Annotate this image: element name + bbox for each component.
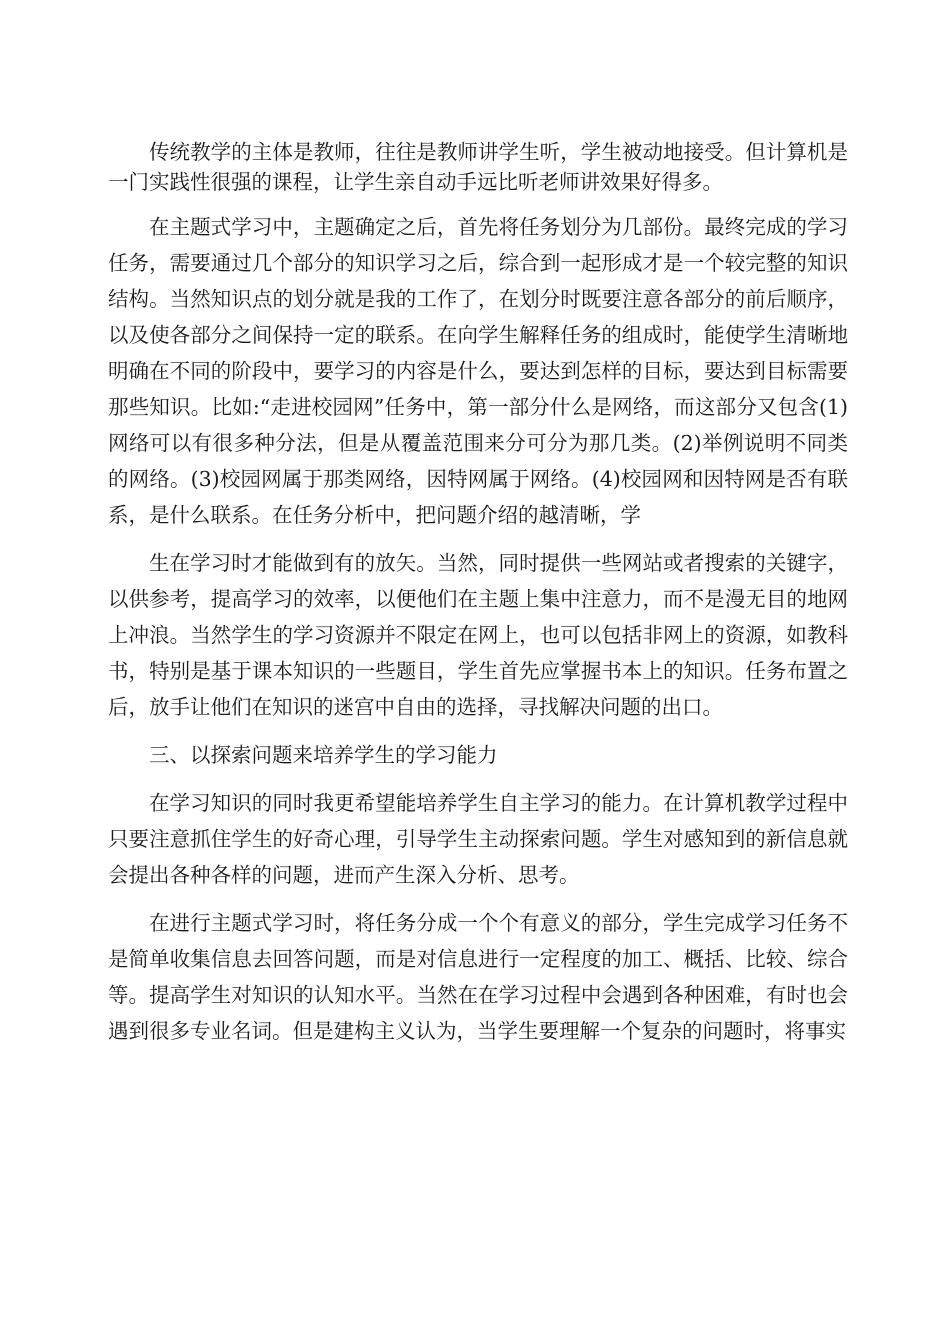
paragraph-learning-resources: 生在学习时才能做到有的放矢。当然，同时提供一些网站或者搜索的关键字，以供参考，提高学习的效率，以便他们在主题上集中注意力，而不是漫无目的地网上冲浪。当然学生的学习资源并不限定在网上，也可以包括非网上的资源，如教科书，特别是基于课本知识的一些题目，学生首先应掌握书本上的知识。任务布置之后，放手让他们在知识的迷宫中自由的选择，寻找解决问题的出口。 <box>108 551 848 719</box>
document-body <box>108 137 848 1049</box>
paragraph-thematic-learning: 在进行主题式学习时，将任务分成一个个有意义的部分，学生完成学习任务不是简单收集信息去回答问题，而是对信息进行一定程度的加工、概括、比较、综合等。提高学生对知识的认知水平。当然在在学习过程中会遇到各种困难，有时也会遇到很多专业名词。但是建构主义认为，当学生要理解一个复杂的问题时，将事实 <box>108 911 848 1043</box>
paragraph-task-division: 在主题式学习中，主题确定之后，首先将任务划分为几部份。最终完成的学习任务，需要通过几个部分的知识学习之后，综合到一起形成才是一个较完整的知识结构。当然知识点的划分就是我的工作了，在划分时既要注意各部分的前后顺序，以及使各部分之间保持一定的联系。在向学生解释任务的组成时，能使学生清晰地明确在不同的阶段中，要学习的内容是什么，要达到怎样的目标，要达到目标需要那些知识。比如:“走进校园网”任务中，第一部分什么是网络，而这部分又包含(1)网络可以有很多种分法，但是从覆盖范围来分可分为那几类。(2)举例说明不同类的网络。(3)校园网属于那类网络，因特网属于网络。(4)校园网和因特网是否有联系，是什么联系。在任务分析中，把问题介绍的越清晰，学 <box>108 215 848 527</box>
paragraph-traditional-teaching: 传统教学的主体是教师，往往是教师讲学生听，学生被动地接受。但计算机是一门实践性很强的课程，让学生亲自动手远比听老师讲效果好得多。 <box>108 140 848 194</box>
section-heading-exploration: 三、以探索问题来培养学生的学习能力 <box>149 743 498 767</box>
paragraph-autonomous-learning: 在学习知识的同时我更希望能培养学生自主学习的能力。在计算机教学过程中只要注意抓住学生的好奇心理，引导学生主动探索问题。学生对感知到的新信息就会提出各种各样的问题，进而产生深入分析、思考。 <box>108 791 848 887</box>
